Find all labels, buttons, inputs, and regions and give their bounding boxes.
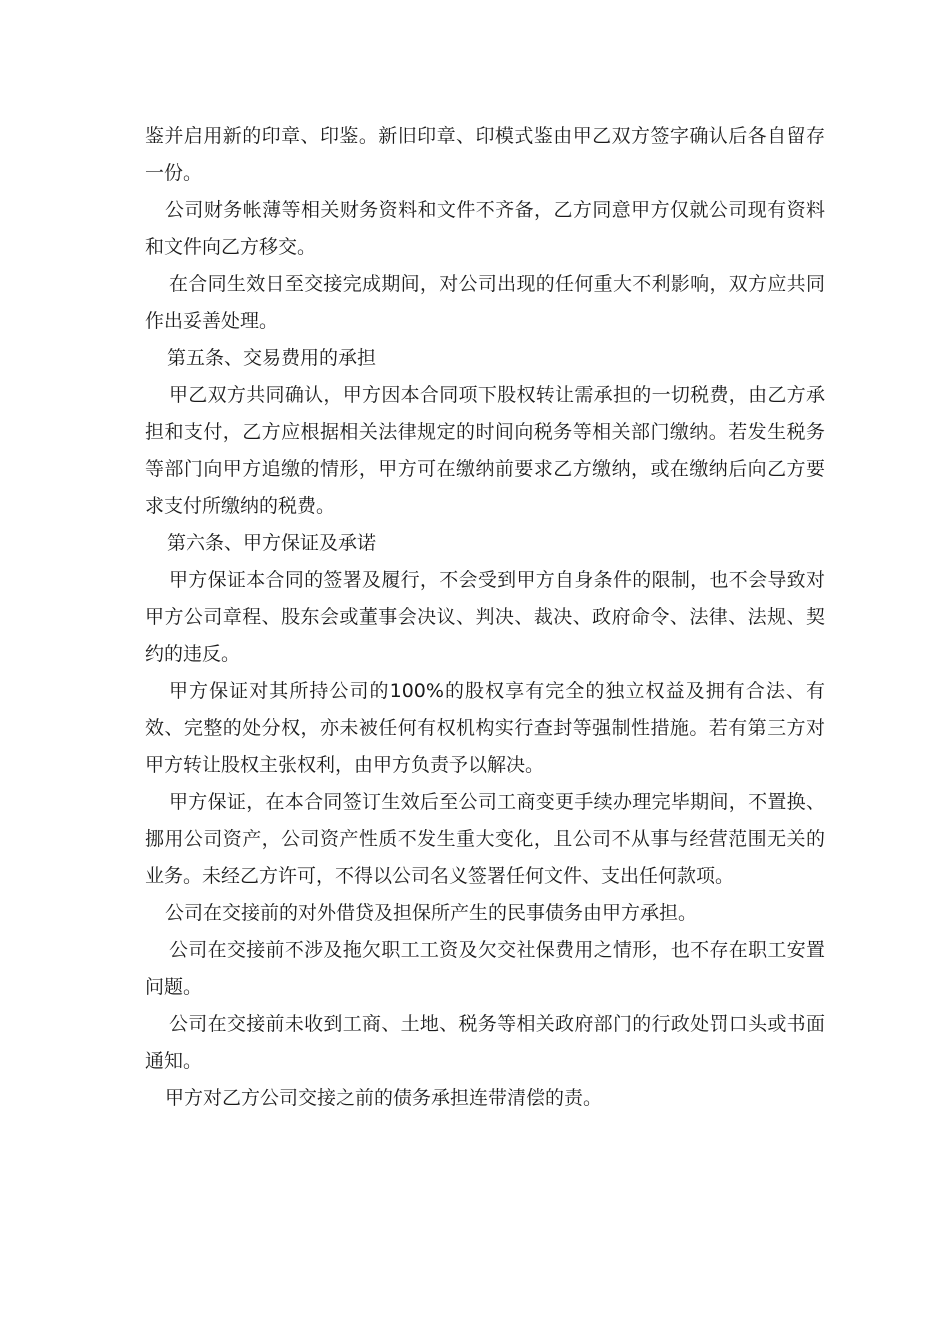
paragraph-financial-records: 公司财务帐薄等相关财务资料和文件不齐备，乙方同意甲方仅就公司现有资料和文件向乙方移交。 [145,199,825,258]
paragraph-equity-ownership: 甲方保证对其所持公司的100%的股权享有完全的独立权益及拥有合法、有效、完整的处分权，亦未被任何有权机构实行查封等强制性措施。若有第三方对甲方转让股权主张权利，由甲方负责予以解决。 [145,680,825,776]
paragraph-joint-liability: 甲方对乙方公司交接之前的债务承担连带清偿的责。 [165,1087,603,1109]
document-body [145,118,825,1117]
section-heading-article-5: 第五条、交易费用的承担 [167,347,377,369]
paragraph-signing-guarantee: 甲方保证本合同的签署及履行，不会受到甲方自身条件的限制，也不会导致对甲方公司章程、股东会或董事会决议、判决、裁决、政府命令、法律、法规、契约的违反。 [145,569,825,665]
section-heading-article-6: 第六条、甲方保证及承诺 [167,532,377,554]
paragraph-transition-period: 在合同生效日至交接完成期间，对公司出现的任何重大不利影响，双方应共同作出妥善处理。 [145,273,825,332]
paragraph-debt-liability: 公司在交接前的对外借贷及担保所产生的民事债务由甲方承担。 [165,902,698,924]
paragraph-tax-burden: 甲乙双方共同确认，甲方因本合同项下股权转让需承担的一切税费，由乙方承担和支付，乙方应根据相关法律规定的时间向税务等相关部门缴纳。若发生税务等部门向甲方追缴的情形，甲方可在缴纳前要求乙方缴纳，或在缴纳后向乙方要求支付所缴纳的税费。 [145,384,825,517]
paragraph-seal-replacement: 鉴并启用新的印章、印鉴。新旧印章、印模式鉴由甲乙双方签字确认后各自留存一份。 [145,125,825,184]
paragraph-asset-guarantee: 甲方保证，在本合同签订生效后至公司工商变更手续办理完毕期间，不置换、挪用公司资产，公司资产性质不发生重大变化，且公司不从事与经营范围无关的业务。未经乙方许可，不得以公司名义签署任何文件、支出任何款项。 [145,791,825,887]
paragraph-administrative-penalty: 公司在交接前未收到工商、土地、税务等相关政府部门的行政处罚口头或书面通知。 [145,1013,825,1072]
paragraph-employee-wages: 公司在交接前不涉及拖欠职工工资及欠交社保费用之情形，也不存在职工安置问题。 [145,939,825,998]
